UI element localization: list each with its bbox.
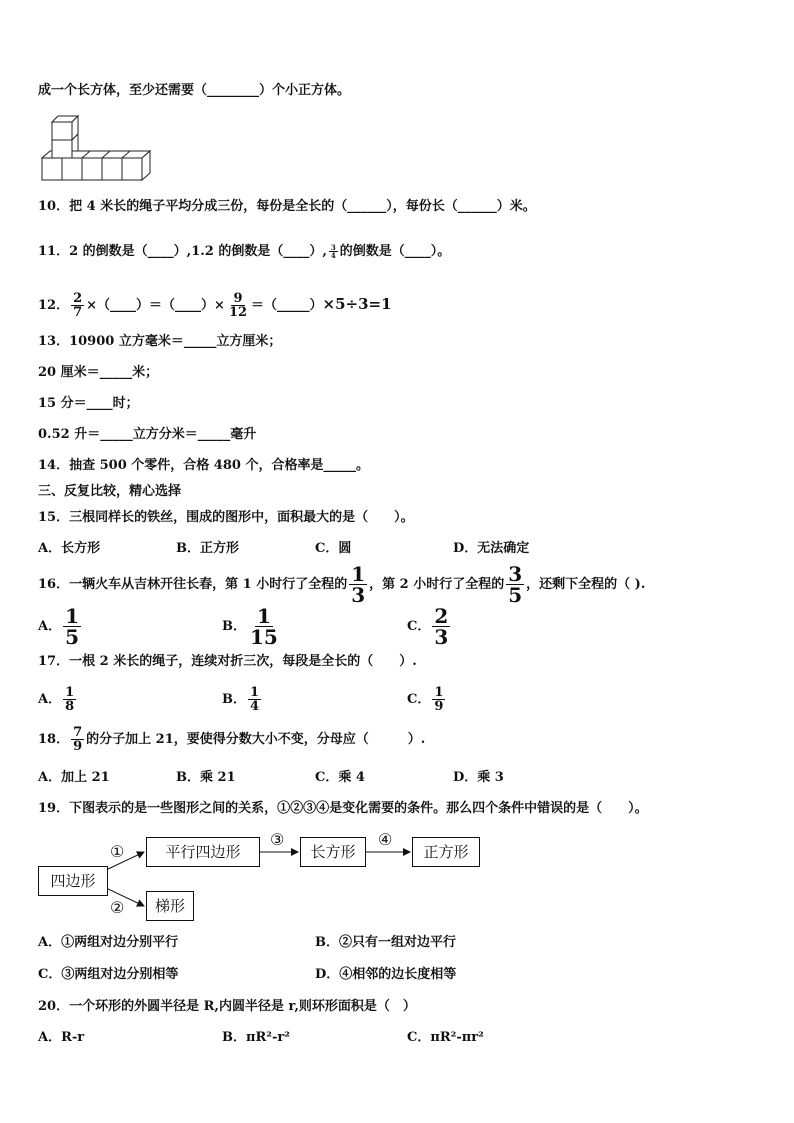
section-3-heading: 三、反复比较，精心选择 — [38, 484, 182, 499]
q15-option-c: C．圆 — [315, 541, 352, 556]
q11-part-b: 的倒数是（____）。 — [339, 244, 451, 259]
q15-option-b: B．正方形 — [176, 541, 239, 556]
q19-option-b: B．②只有一组对边平行 — [315, 935, 456, 950]
shape-relationship-diagram — [38, 830, 498, 930]
q20-option-c: C．πR²-πr² — [407, 1030, 484, 1045]
box-parallelogram: 平行四边形 — [146, 837, 260, 867]
box-square: 正方形 — [412, 837, 480, 867]
q20-option-a: A．R-r — [38, 1030, 85, 1045]
q19-option-d: D．④相邻的边长度相等 — [315, 967, 457, 982]
question-13-line-2: 20 厘米＝_____米； — [38, 365, 159, 380]
question-18: 18． $\frac{7}{9}$ 的分子加上 21，要使得分数大小不变，分母应（ ）. — [38, 725, 426, 754]
question-11 — [38, 243, 450, 261]
box-quadrilateral: 四边形 — [38, 866, 108, 896]
q17-option-a: A． $\frac{1}{8}$ — [38, 685, 75, 714]
q18-option-b: B．乘 21 — [176, 770, 236, 785]
q12-fraction-1: $\frac{2}{7}$ — [73, 291, 83, 320]
q16-option-a: A． $\frac{1}{5}$ — [38, 604, 80, 649]
q16-fraction-2: $\frac{3}{5}$ — [508, 562, 523, 607]
question-13-line-4: 0.52 升＝_____立方分米＝_____毫升 — [38, 427, 257, 442]
q16-fraction-1: $\frac{1}{3}$ — [351, 562, 366, 607]
q15-option-a: A．长方形 — [38, 541, 101, 556]
box-rectangle: 长方形 — [300, 837, 366, 867]
q15-option-d: D．无法确定 — [453, 541, 530, 556]
condition-3-label: ③ — [270, 830, 285, 849]
question-9-tail: 成一个长方体，至少还需要（________）个小正方体。 — [38, 83, 351, 98]
cube-stack-figure — [40, 113, 160, 185]
question-13-line-3: 15 分＝____时； — [38, 396, 139, 411]
q18-option-a: A．加上 21 — [38, 770, 110, 785]
condition-2-label: ② — [110, 898, 125, 917]
question-16: 16．一辆火车从吉林开往长春，第 1 小时行了全程的 $\frac{1}{3}$ ，第 2 小时行了全程的 $\frac{3}{5}$ ，还剩下全程的（ ). — [38, 562, 646, 607]
q11-part-a: 11．2 的倒数是（____）,1.2 的倒数是（____）, — [38, 244, 327, 259]
question-13-line-1: 13．10900 立方毫米＝_____立方厘米； — [38, 334, 282, 349]
question-17: 17．一根 2 米长的绳子，连续对折三次，每段是全长的（ ）. — [38, 654, 417, 669]
q18-option-d: D．乘 3 — [453, 770, 504, 785]
question-14: 14．抽查 500 个零件，合格 480 个，合格率是_____。 — [38, 458, 369, 473]
question-15: 15．三根同样长的铁丝，围成的图形中，面积最大的是（ ）。 — [38, 510, 414, 525]
question-19: 19．下图表示的是一些图形之间的关系，①②③④是变化需要的条件。那么四个条件中错误的是（ ）。 — [38, 801, 648, 816]
q20-option-b: B．πR²-r² — [222, 1030, 290, 1045]
box-trapezoid: 梯形 — [146, 891, 194, 921]
q18-fraction: $\frac{7}{9}$ — [73, 725, 83, 754]
q12-fraction-2: $\frac{9}{12}$ — [228, 291, 248, 320]
q19-option-a: A．①两组对边分别平行 — [38, 935, 179, 950]
q17-option-b: B． $\frac{1}{4}$ — [222, 685, 260, 714]
q16-option-b: B． $\frac{1}{15}$ — [222, 604, 278, 649]
q11-fraction: $\frac{3}{4}$ — [330, 243, 336, 260]
question-20: 20．一个环形的外圆半径是 R,内圆半径是 r,则环形面积是（ ） — [38, 999, 416, 1014]
question-12: 12． $\frac{2}{7}$ ×（____）＝（____）× $\frac{9}{12}$ ＝（_____）×5÷3=1 — [38, 291, 392, 320]
q17-option-c: C． $\frac{1}{9}$ — [407, 685, 444, 714]
question-10: 10．把 4 米长的绳子平均分成三份，每份是全长的（______），每份长（______）米。 — [38, 199, 536, 214]
condition-4-label: ④ — [378, 830, 393, 849]
q18-option-c: C．乘 4 — [315, 770, 365, 785]
q16-option-c: C． $\frac{2}{3}$ — [407, 604, 449, 649]
condition-1-label: ① — [110, 842, 125, 861]
q19-option-c: C．③两组对边分别相等 — [38, 967, 179, 982]
